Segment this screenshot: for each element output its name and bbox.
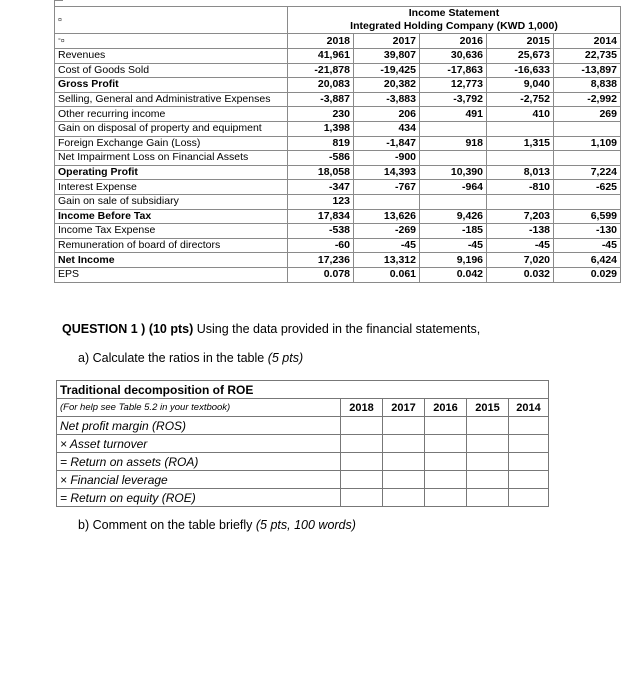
row-label: Operating Profit: [55, 165, 288, 180]
roe-answer-cell[interactable]: [509, 417, 549, 435]
row-value: [420, 121, 487, 136]
row-label: Net Income: [55, 253, 288, 268]
row-value: -13,897: [554, 63, 621, 78]
roe-answer-cell[interactable]: [467, 471, 509, 489]
row-label: Revenues: [55, 49, 288, 64]
row-label: Net Impairment Loss on Financial Assets: [55, 151, 288, 166]
roe-answer-cell[interactable]: [425, 471, 467, 489]
roe-row-label: = Return on equity (ROE): [57, 489, 341, 507]
row-value: 30,636: [420, 49, 487, 64]
year-header: 2018: [288, 34, 354, 49]
roe-answer-cell[interactable]: [467, 453, 509, 471]
roe-row-label: = Return on assets (ROA): [57, 453, 341, 471]
row-value: 13,626: [354, 209, 420, 224]
roe-year-header: 2015: [467, 399, 509, 417]
row-value: [487, 121, 554, 136]
row-label: Other recurring income: [55, 107, 288, 122]
row-value: 8,013: [487, 165, 554, 180]
row-value: 0.078: [288, 267, 354, 282]
statement-row: [55, 107, 621, 122]
part-a-text: a) Calculate the ratios in the table: [78, 351, 268, 365]
row-value: -3,887: [288, 92, 354, 107]
roe-answer-cell[interactable]: [509, 489, 549, 507]
row-label: Foreign Exchange Gain (Loss): [55, 136, 288, 151]
roe-row-label: Net profit margin (ROS): [57, 417, 341, 435]
row-value: 25,673: [487, 49, 554, 64]
row-value: [420, 194, 487, 209]
statement-row: [55, 92, 621, 107]
roe-answer-cell[interactable]: [425, 435, 467, 453]
row-label: Selling, General and Administrative Expenses: [55, 92, 288, 107]
statement-row: [55, 121, 621, 136]
statement-row: [55, 78, 621, 93]
statement-row: [55, 49, 621, 64]
part-b-text: b) Comment on the table briefly: [78, 518, 256, 532]
row-label: Gain on disposal of property and equipment: [55, 121, 288, 136]
row-label: Income Tax Expense: [55, 224, 288, 239]
row-value: 39,807: [354, 49, 420, 64]
statement-row: [55, 267, 621, 282]
roe-year-header: 2014: [509, 399, 549, 417]
statement-header: [288, 7, 621, 34]
row-value: 269: [554, 107, 621, 122]
row-value: -130: [554, 224, 621, 239]
roe-answer-cell[interactable]: [425, 489, 467, 507]
row-value: -2,752: [487, 92, 554, 107]
row-value: 41,961: [288, 49, 354, 64]
year-header: 2014: [554, 34, 621, 49]
roe-answer-cell[interactable]: [341, 489, 383, 507]
row-value: 6,424: [554, 253, 621, 268]
statement-row: [55, 151, 621, 166]
question-1: [62, 322, 480, 336]
roe-answer-cell[interactable]: [341, 453, 383, 471]
row-value: 0.032: [487, 267, 554, 282]
roe-year-header: 2018: [341, 399, 383, 417]
statement-row: [55, 194, 621, 209]
row-value: -138: [487, 224, 554, 239]
row-value: 18,058: [288, 165, 354, 180]
statement-row: [55, 63, 621, 78]
row-label: Gross Profit: [55, 78, 288, 93]
row-value: -185: [420, 224, 487, 239]
row-value: 0.029: [554, 267, 621, 282]
row-value: -45: [420, 238, 487, 253]
roe-row: [57, 489, 549, 507]
roe-answer-cell[interactable]: [509, 453, 549, 471]
row-value: [554, 194, 621, 209]
roe-answer-cell[interactable]: [425, 453, 467, 471]
roe-answer-cell[interactable]: [383, 453, 425, 471]
roe-answer-cell[interactable]: [383, 489, 425, 507]
row-value: -964: [420, 180, 487, 195]
roe-table-hint: (For help see Table 5.2 in your textbook): [57, 399, 341, 417]
roe-answer-cell[interactable]: [509, 435, 549, 453]
row-value: 20,382: [354, 78, 420, 93]
row-value: 491: [420, 107, 487, 122]
row-label: Cost of Goods Sold: [55, 63, 288, 78]
roe-row: [57, 435, 549, 453]
row-label: Interest Expense: [55, 180, 288, 195]
row-value: 0.061: [354, 267, 420, 282]
statement-row: [55, 136, 621, 151]
roe-answer-cell[interactable]: [467, 417, 509, 435]
row-value: -60: [288, 238, 354, 253]
row-value: 10,390: [420, 165, 487, 180]
row-value: 20,083: [288, 78, 354, 93]
roe-row-label: × Asset turnover: [57, 435, 341, 453]
roe-row: [57, 453, 549, 471]
row-value: 14,393: [354, 165, 420, 180]
year-header-row: °¤ 2018 2017 2016 2015 2014: [55, 34, 621, 49]
income-statement-table: ¤ Income Statement Integrated Holding Company (KWD 1,000) °¤ 2018 2017 2016 2015 2014 Revenues 41,961 39,807 30,636 25,673 22,735 Cost of Goods Sold -21,878 -19,425 -17,863 -16,633 -13,897 Gross Profit 20,083 20,382 12,773 9,040 8,838 Selling, General and Administrative Expenses -3,887 -3,883 -3,792 -2,752 -2,992 Other recurring income 230 206 491 410 269 Gain on disposal of property and equipment 1,398 434 Foreign Exchange Gain (Loss) 819 -1,847 918 1,315 1,109 Net Impairment Loss on Financial Assets -586 -900 Operating Profit 18,058 14,393 10,390 8,013 7,224 Interest Expense -347 -767 -964 -810 -625 Gain on sale of subsidiary 123 Income Before Tax 17,834 13,626 9,426 7,203 6,599 Income Tax Expense -538 -269 -185 -138 -130 Remuneration of board of directors -60 -45 -45 -45 -45 Net Income 17,236 13,312 9,196 7,020 6,424 EPS 0.078 0.061 0.042 0.032 0.029: [54, 6, 621, 283]
row-value: 17,236: [288, 253, 354, 268]
roe-answer-cell[interactable]: [467, 489, 509, 507]
roe-answer-cell[interactable]: [467, 435, 509, 453]
row-value: [554, 121, 621, 136]
row-value: [354, 194, 420, 209]
row-value: -3,883: [354, 92, 420, 107]
row-value: -45: [354, 238, 420, 253]
row-value: -3,792: [420, 92, 487, 107]
row-value: [487, 151, 554, 166]
roe-answer-cell[interactable]: [383, 417, 425, 435]
roe-decomposition-table: [56, 380, 549, 507]
row-value: 410: [487, 107, 554, 122]
roe-row: [57, 471, 549, 489]
row-value: [554, 151, 621, 166]
row-value: 918: [420, 136, 487, 151]
row-value: 819: [288, 136, 354, 151]
row-value: 13,312: [354, 253, 420, 268]
year-header: 2017: [354, 34, 420, 49]
question-heading: QUESTION 1 ) (10 pts): [62, 322, 194, 336]
row-value: 7,020: [487, 253, 554, 268]
roe-year-header: 2016: [425, 399, 467, 417]
statement-company: Integrated Holding Company (KWD 1,000): [350, 20, 558, 32]
row-value: 0.042: [420, 267, 487, 282]
row-value: -767: [354, 180, 420, 195]
roe-table-title: Traditional decomposition of ROE: [57, 381, 549, 399]
row-value: -900: [354, 151, 420, 166]
row-value: -586: [288, 151, 354, 166]
row-label: Gain on sale of subsidiary: [55, 194, 288, 209]
row-value: -21,878: [288, 63, 354, 78]
row-value: 17,834: [288, 209, 354, 224]
roe-year-header: 2017: [383, 399, 425, 417]
row-value: 12,773: [420, 78, 487, 93]
row-label: EPS: [55, 267, 288, 282]
statement-row: [55, 224, 621, 239]
row-value: [420, 151, 487, 166]
row-value: 434: [354, 121, 420, 136]
roe-answer-cell[interactable]: [383, 435, 425, 453]
row-value: 1,398: [288, 121, 354, 136]
row-value: -16,633: [487, 63, 554, 78]
question-part-b: [78, 518, 356, 532]
row-value: -810: [487, 180, 554, 195]
row-value: -19,425: [354, 63, 420, 78]
row-value: 22,735: [554, 49, 621, 64]
row-value: -269: [354, 224, 420, 239]
row-value: -625: [554, 180, 621, 195]
row-value: 206: [354, 107, 420, 122]
statement-row: [55, 253, 621, 268]
part-a-points: (5 pts): [267, 351, 304, 365]
roe-row-label: × Financial leverage: [57, 471, 341, 489]
year-header: 2015: [487, 34, 554, 49]
row-value: 9,196: [420, 253, 487, 268]
roe-answer-cell[interactable]: [425, 417, 467, 435]
row-label: Remuneration of board of directors: [55, 238, 288, 253]
row-value: -45: [554, 238, 621, 253]
statement-row: [55, 165, 621, 180]
row-value: 230: [288, 107, 354, 122]
row-value: -347: [288, 180, 354, 195]
row-value: 7,203: [487, 209, 554, 224]
roe-answer-cell[interactable]: [341, 471, 383, 489]
roe-answer-cell[interactable]: [341, 417, 383, 435]
part-b-points: (5 pts, 100 words): [255, 518, 356, 532]
row-value: -2,992: [554, 92, 621, 107]
row-value: 123: [288, 194, 354, 209]
row-value: -45: [487, 238, 554, 253]
statement-row: [55, 209, 621, 224]
roe-answer-cell[interactable]: [509, 471, 549, 489]
row-value: -538: [288, 224, 354, 239]
roe-answer-cell[interactable]: [341, 435, 383, 453]
row-value: 6,599: [554, 209, 621, 224]
row-value: [487, 194, 554, 209]
question-part-a: [78, 351, 303, 365]
row-value: 7,224: [554, 165, 621, 180]
row-value: 1,109: [554, 136, 621, 151]
year-header: 2016: [420, 34, 487, 49]
row-label: Income Before Tax: [55, 209, 288, 224]
roe-answer-cell[interactable]: [383, 471, 425, 489]
statement-row: [55, 180, 621, 195]
question-text: Using the data provided in the financial statements,: [193, 322, 481, 336]
row-value: -1,847: [354, 136, 420, 151]
row-value: -17,863: [420, 63, 487, 78]
statement-row: [55, 238, 621, 253]
row-value: 8,838: [554, 78, 621, 93]
row-value: 9,426: [420, 209, 487, 224]
row-value: 1,315: [487, 136, 554, 151]
row-value: 9,040: [487, 78, 554, 93]
statement-title: Income Statement: [408, 7, 500, 19]
roe-row: [57, 417, 549, 435]
